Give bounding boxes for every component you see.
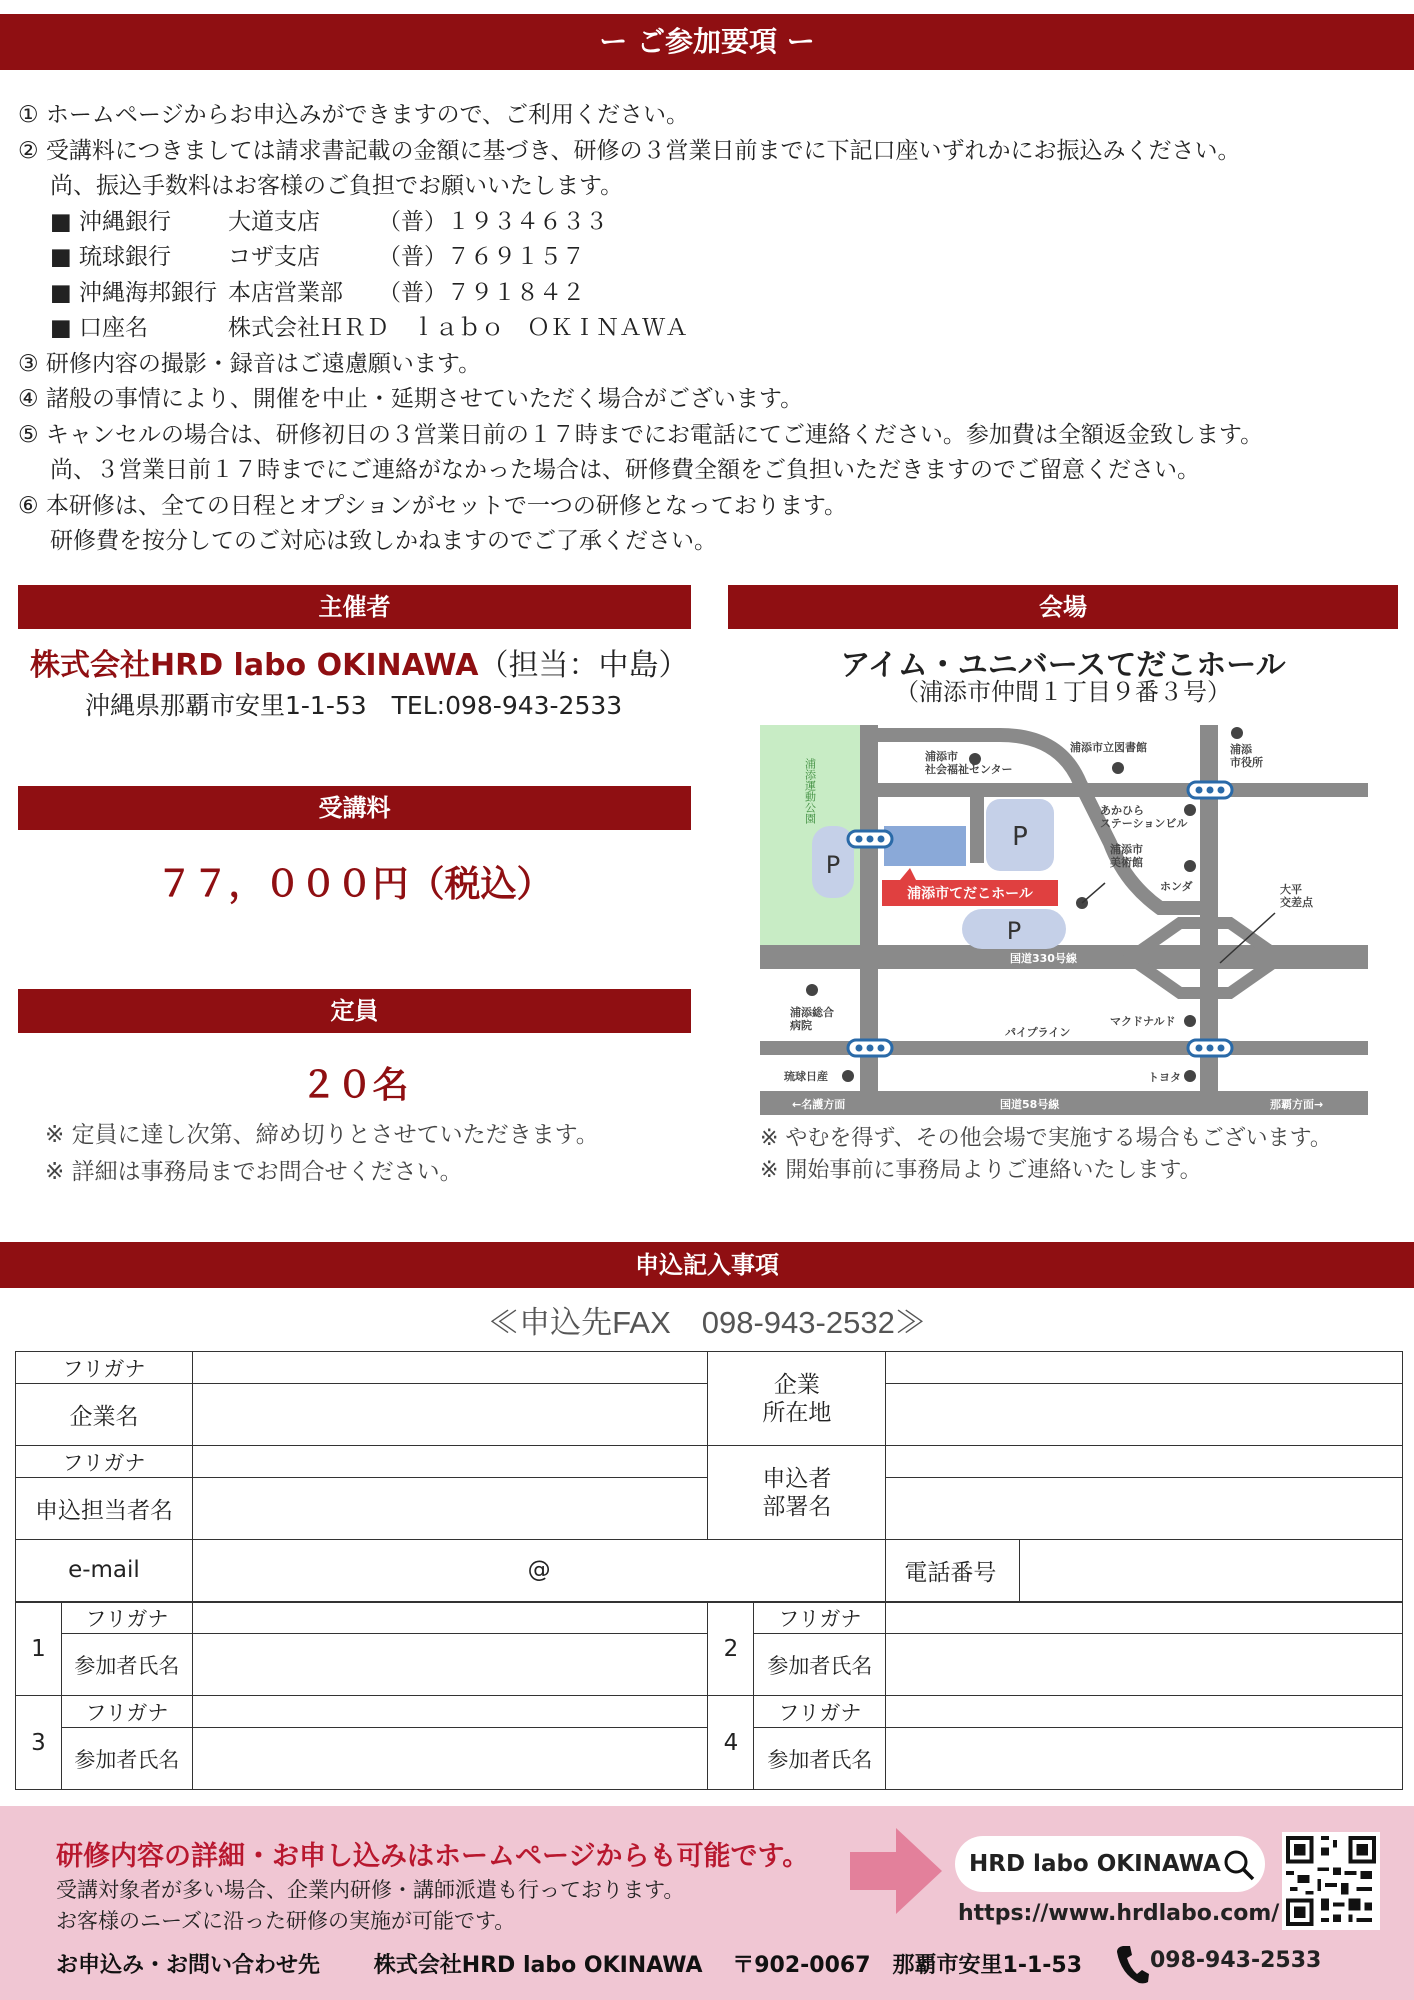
footer-line-1: 受講対象者が多い場合、企業内研修・講師派遣も行っております。 (56, 1878, 685, 1902)
requirement-3: ③ 研修内容の撮影・録音はご遠慮願います。 (18, 350, 482, 377)
section-header-requirements (0, 14, 1414, 70)
fee-header: 受講料 (18, 786, 691, 830)
park-label: 浦添運動公園 (803, 758, 817, 824)
bank-row: ■ 琉球銀行 コザ支店 （普）７６９１５７ (50, 244, 585, 270)
map-label-city-hall: 浦添市役所 (1230, 743, 1263, 769)
department-label: 申込者 部署名 (708, 1446, 886, 1540)
furigana-label: フリガナ (754, 1602, 886, 1634)
page-title: ー ご参加要項 ー (599, 25, 815, 58)
participant-number: 3 (16, 1696, 62, 1790)
venue-note: ※ やむを得ず、その他会場で実施する場合もございます。 ※ 開始事前に事務局よりご連絡いたします。 (760, 1126, 1332, 1183)
department-field[interactable] (886, 1446, 1403, 1478)
company-address-field-2[interactable] (886, 1384, 1403, 1446)
requirement-2: ② 受講料につきましては請求書記載の金額に基づき、研修の３営業日前までに下記口座いずれかにお振込みください。 (18, 137, 1241, 164)
map-label-honda: ホンダ (1160, 880, 1193, 893)
map-label-toyota: トヨタ (1148, 1071, 1181, 1084)
arrow-right-icon (850, 1828, 942, 1914)
road-top (878, 783, 1368, 797)
participant-2-furigana-field[interactable] (886, 1602, 1403, 1634)
capacity-note: ※ 定員に達し次第、締め切りとさせていただきます。 ※ 詳細は事務局までお問合せください。 (45, 1122, 599, 1185)
map-label-museum: 浦添市美術館 (1110, 843, 1143, 869)
participant-number: 2 (708, 1602, 754, 1696)
traffic-light-icon (1188, 782, 1232, 798)
footer (0, 1806, 1414, 2000)
venue-header: 会場 (728, 585, 1398, 629)
applicant-name-label: 申込担当者名 (16, 1478, 193, 1540)
company-address-field[interactable] (886, 1352, 1403, 1384)
application-form (15, 1351, 1403, 1790)
map-label-route58: 国道58号線 (1000, 1098, 1060, 1111)
venue-address: （浦添市仲間１丁目９番３号） (895, 678, 1231, 706)
bank-row: ■ 沖縄海邦銀行 本店営業部 （普）７９１８４２ (50, 279, 585, 306)
capacity-value: ２０名 (300, 1065, 409, 1106)
map-label-hospital: 浦添総合病院 (790, 1006, 834, 1032)
requirement-5-note: 尚、３営業日前１７時までにご連絡がなかった場合は、研修費全額をご負担いただきますのでご留意ください。 (50, 457, 1200, 483)
parking-label: P (1006, 917, 1022, 945)
contact-company: 株式会社HRD labo OKINAWA (373, 1953, 703, 1978)
traffic-light-icon (848, 831, 892, 847)
participant-1-name-field[interactable] (192, 1634, 708, 1696)
search-icon[interactable] (1223, 1849, 1255, 1881)
email-label: e-mail (16, 1540, 193, 1602)
furigana-label: フリガナ (61, 1602, 192, 1634)
furigana-label: フリガナ (16, 1352, 193, 1384)
bank-row: ■ 沖縄銀行 大道支店 （普）１９３４６３３ (50, 208, 608, 235)
parking-label: P (1012, 822, 1028, 852)
contact-info (56, 1948, 1082, 1979)
fax-number: ≪申込先FAX 098-943-2532≫ (488, 1305, 926, 1340)
participant-3-name-field[interactable] (192, 1728, 708, 1790)
map-label-route330: 国道330号線 (1010, 952, 1077, 965)
phone-icon (1115, 1944, 1149, 1984)
parking-label: P (825, 851, 841, 879)
requirement-2-note: 尚、振込手数料はお客様のご負担でお願いいたします。 (50, 173, 624, 199)
company-furigana-field[interactable] (192, 1352, 708, 1384)
phone-field[interactable] (1020, 1540, 1403, 1602)
account-name-row: ■ 口座名 株式会社ＨＲＤ ｌａｂｏ ＯＫＩＮＡＷＡ (50, 315, 688, 341)
participant-2-name-field[interactable] (886, 1634, 1403, 1696)
contact-label: お申込み・お問い合わせ先 (56, 1953, 321, 1978)
department-field-2[interactable] (886, 1478, 1403, 1540)
requirement-4: ④ 諸般の事情により、開催を中止・延期させていただく場合がございます。 (18, 386, 804, 412)
map-label-taira: 大平交差点 (1280, 883, 1313, 909)
applicant-furigana-field[interactable] (192, 1446, 708, 1478)
road-inner (970, 783, 984, 863)
capacity-header: 定員 (18, 989, 691, 1033)
company-name-label: 企業名 (16, 1384, 193, 1446)
map-label-welfare: 浦添市社会福祉センター (925, 750, 1013, 776)
footer-headline: 研修内容の詳細・お申し込みはホームページからも可能です。 (56, 1841, 810, 1872)
application-header: 申込記入事項 (0, 1242, 1414, 1288)
participant-number: 1 (16, 1602, 62, 1696)
organizer-name: 株式会社HRD labo OKINAWA（担当：中島） (30, 648, 689, 683)
email-field[interactable] (192, 1540, 885, 1602)
participant-3-furigana-field[interactable] (192, 1696, 708, 1728)
furigana-label: フリガナ (754, 1696, 886, 1728)
furigana-label: フリガナ (16, 1446, 193, 1478)
participant-4-furigana-field[interactable] (886, 1696, 1403, 1728)
requirement-6-note: 研修費を按分してのご対応は致しかねますのでご了承ください。 (50, 528, 717, 554)
search-text: HRD labo OKINAWA (969, 1851, 1221, 1877)
furigana-label: フリガナ (61, 1696, 192, 1728)
requirements-list (18, 98, 1408, 560)
map-label-library: 浦添市立図書館 (1070, 741, 1147, 754)
venue-map (760, 723, 1368, 1118)
map-label-akahira: あかひらステーションビル (1100, 804, 1188, 830)
map-label-nago: ←名護方面 (792, 1098, 846, 1111)
at-sign: @ (527, 1557, 551, 1584)
participant-name-label: 参加者氏名 (61, 1634, 192, 1696)
participant-name-label: 参加者氏名 (754, 1728, 886, 1790)
map-label-nissan: 琉球日産 (784, 1070, 828, 1083)
applicant-name-field[interactable] (192, 1478, 708, 1540)
company-name-field[interactable] (192, 1384, 708, 1446)
hall-label: 浦添市てだこホール (907, 886, 1033, 902)
participant-4-name-field[interactable] (886, 1728, 1403, 1790)
map-label-naha: 那覇方面→ (1270, 1098, 1324, 1111)
participant-number: 4 (708, 1696, 754, 1790)
requirement-6: ⑥ 本研修は、全ての日程とオプションがセットで一つの研修となっております。 (18, 492, 848, 519)
map-label-pipeline: パイプライン (1005, 1026, 1071, 1039)
organizer-address: 沖縄県那覇市安里1-1-53 TEL:098-943-2533 (85, 691, 623, 720)
participant-name-label: 参加者氏名 (754, 1634, 886, 1696)
contact-address: 〒902-0067 那覇市安里1-1-53 (732, 1953, 1083, 1978)
requirement-1: ① ホームページからお申込みができますので、ご利用ください。 (18, 102, 690, 128)
qr-code-icon (1282, 1832, 1380, 1930)
company-address-label: 企業 所在地 (708, 1352, 886, 1446)
map-label-mcd: マクドナルド (1110, 1015, 1176, 1028)
search-box[interactable] (955, 1836, 1265, 1892)
venue-name: アイム・ユニバースてだこホール (840, 648, 1286, 683)
fee-value: ７７，０００円（税込） (156, 864, 553, 905)
hall-building (884, 826, 966, 866)
website-url[interactable]: https://www.hrdlabo.com/ (958, 1901, 1280, 1926)
organizer-header: 主催者 (18, 585, 691, 629)
contact-phone[interactable]: 098-943-2533 (1150, 1948, 1322, 1973)
participant-1-furigana-field[interactable] (192, 1602, 708, 1634)
phone-label: 電話番号 (886, 1540, 1020, 1602)
footer-line-2: お客様のニーズに沿った研修の実施が可能です。 (56, 1909, 516, 1933)
requirement-5: ⑤ キャンセルの場合は、研修初日の３営業日前の１７時までにお電話にてご連絡ください。参加費は全額返金致します。 (18, 421, 1264, 448)
participant-name-label: 参加者氏名 (61, 1728, 192, 1790)
traffic-light-icon (1188, 1040, 1232, 1056)
traffic-light-icon (848, 1040, 892, 1056)
